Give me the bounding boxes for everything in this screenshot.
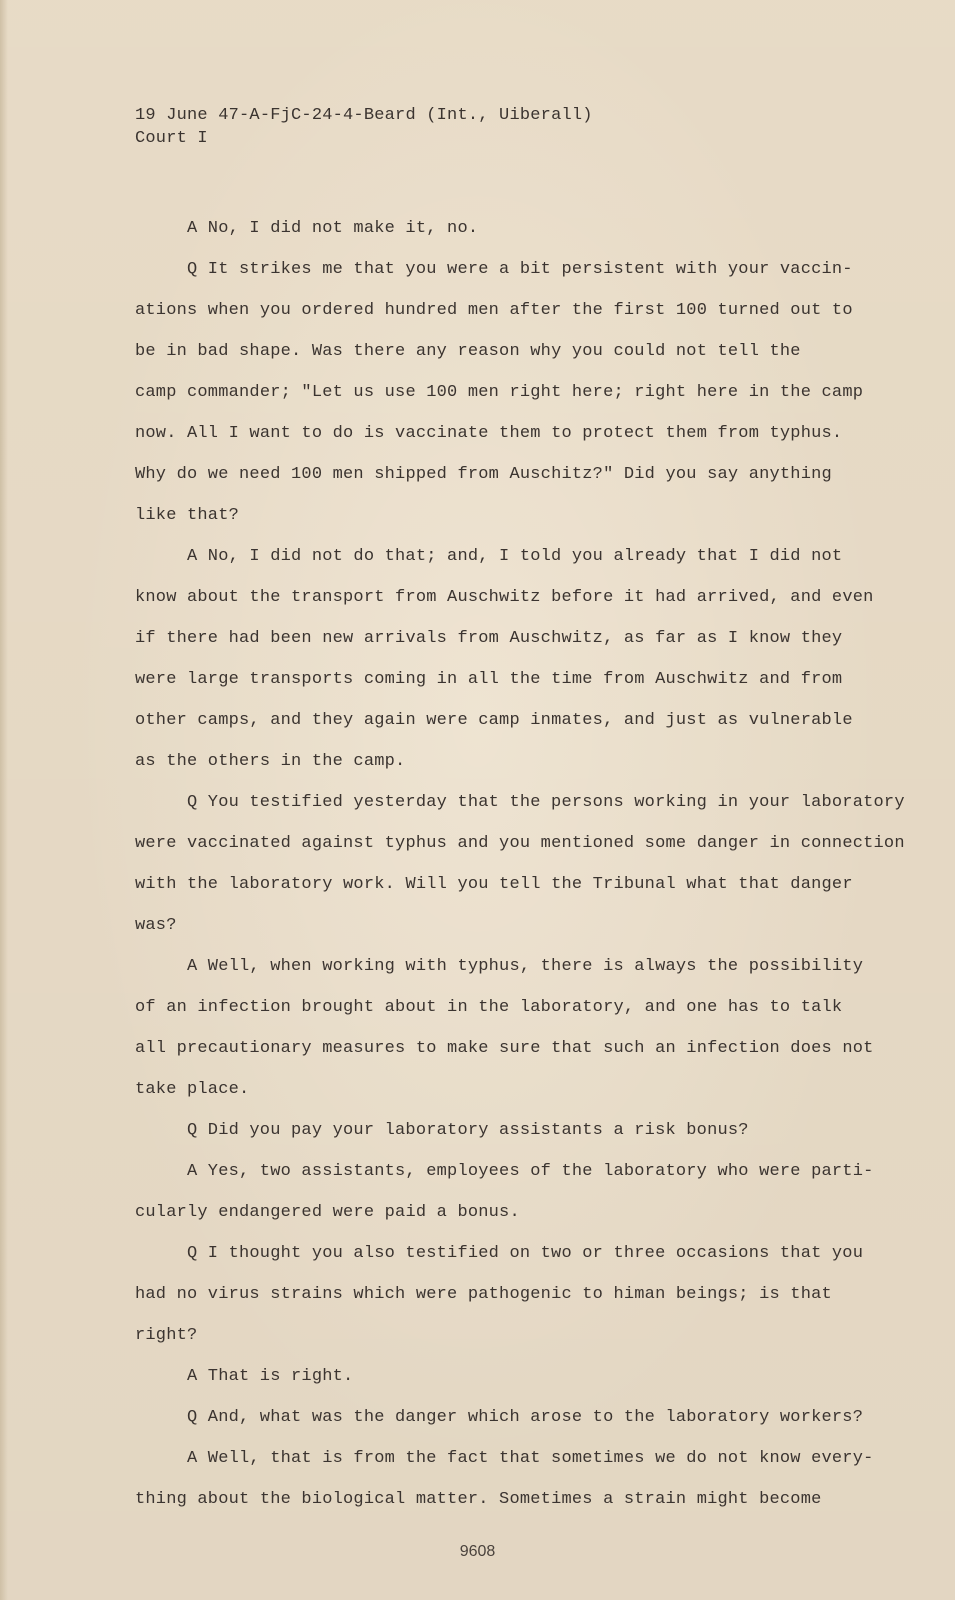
- transcript-line: other camps, and they again were camp inmates, and just as vulnerable: [135, 711, 853, 730]
- page-number: 9608: [459, 1543, 496, 1560]
- transcript-line: now. All I want to do is vaccinate them to protect them from typhus.: [135, 424, 843, 443]
- transcript-line: was?: [135, 916, 177, 935]
- transcript-line: A No, I did not do that; and, I told you already that I did not: [187, 547, 843, 566]
- paper-edge-shadow: [0, 0, 8, 1600]
- transcript-line: Q Did you pay your laboratory assistants a risk bonus?: [187, 1121, 749, 1140]
- transcript-line: know about the transport from Auschwitz before it had arrived, and even: [135, 588, 874, 607]
- transcript-line: A Yes, two assistants, employees of the laboratory who were parti-: [187, 1162, 874, 1181]
- transcript-line: Q You testified yesterday that the persons working in your laboratory: [187, 793, 905, 812]
- transcript-line: Q It strikes me that you were a bit persistent with your vaccin-: [187, 260, 853, 279]
- transcript-body: [135, 208, 925, 1520]
- transcript-line: A Well, when working with typhus, there is always the possibility: [187, 957, 864, 976]
- transcript-line: A No, I did not make it, no.: [187, 219, 479, 238]
- transcript-line: Why do we need 100 men shipped from Auschitz?" Did you say anything: [135, 465, 832, 484]
- transcript-line: as the others in the camp.: [135, 752, 406, 771]
- header-line-date-reference: 19 June 47-A-FjC-24-4-Beard (Int., Uiberall): [135, 106, 593, 125]
- transcript-line: if there had been new arrivals from Auschwitz, as far as I know they: [135, 629, 843, 648]
- transcript-line: with the laboratory work. Will you tell the Tribunal what that danger: [135, 875, 853, 894]
- transcript-line: ations when you ordered hundred men after the first 100 turned out to: [135, 301, 853, 320]
- transcript-line: like that?: [135, 506, 240, 525]
- transcript-line: Q And, what was the danger which arose to the laboratory workers?: [187, 1408, 864, 1427]
- transcript-line: take place.: [135, 1080, 250, 1099]
- transcript-line: camp commander; "Let us use 100 men right here; right here in the camp: [135, 383, 864, 402]
- document-header: [135, 104, 593, 150]
- transcript-line: were large transports coming in all the time from Auschwitz and from: [135, 670, 843, 689]
- transcript-line: thing about the biological matter. Sometimes a strain might become: [135, 1490, 822, 1509]
- transcript-line: A Well, that is from the fact that sometimes we do not know every-: [187, 1449, 874, 1468]
- transcript-line: right?: [135, 1326, 198, 1345]
- transcript-line: of an infection brought about in the laboratory, and one has to talk: [135, 998, 843, 1017]
- transcript-line: cularly endangered were paid a bonus.: [135, 1203, 520, 1222]
- transcript-line: were vaccinated against typhus and you mentioned some danger in connection: [135, 834, 905, 853]
- transcript-line: be in bad shape. Was there any reason why you could not tell the: [135, 342, 801, 361]
- transcript-line: Q I thought you also testified on two or three occasions that you: [187, 1244, 864, 1263]
- header-line-court: Court I: [135, 129, 208, 148]
- transcript-line: had no virus strains which were pathogenic to himan beings; is that: [135, 1285, 832, 1304]
- transcript-line: all precautionary measures to make sure that such an infection does not: [135, 1039, 874, 1058]
- transcript-line: A That is right.: [187, 1367, 354, 1386]
